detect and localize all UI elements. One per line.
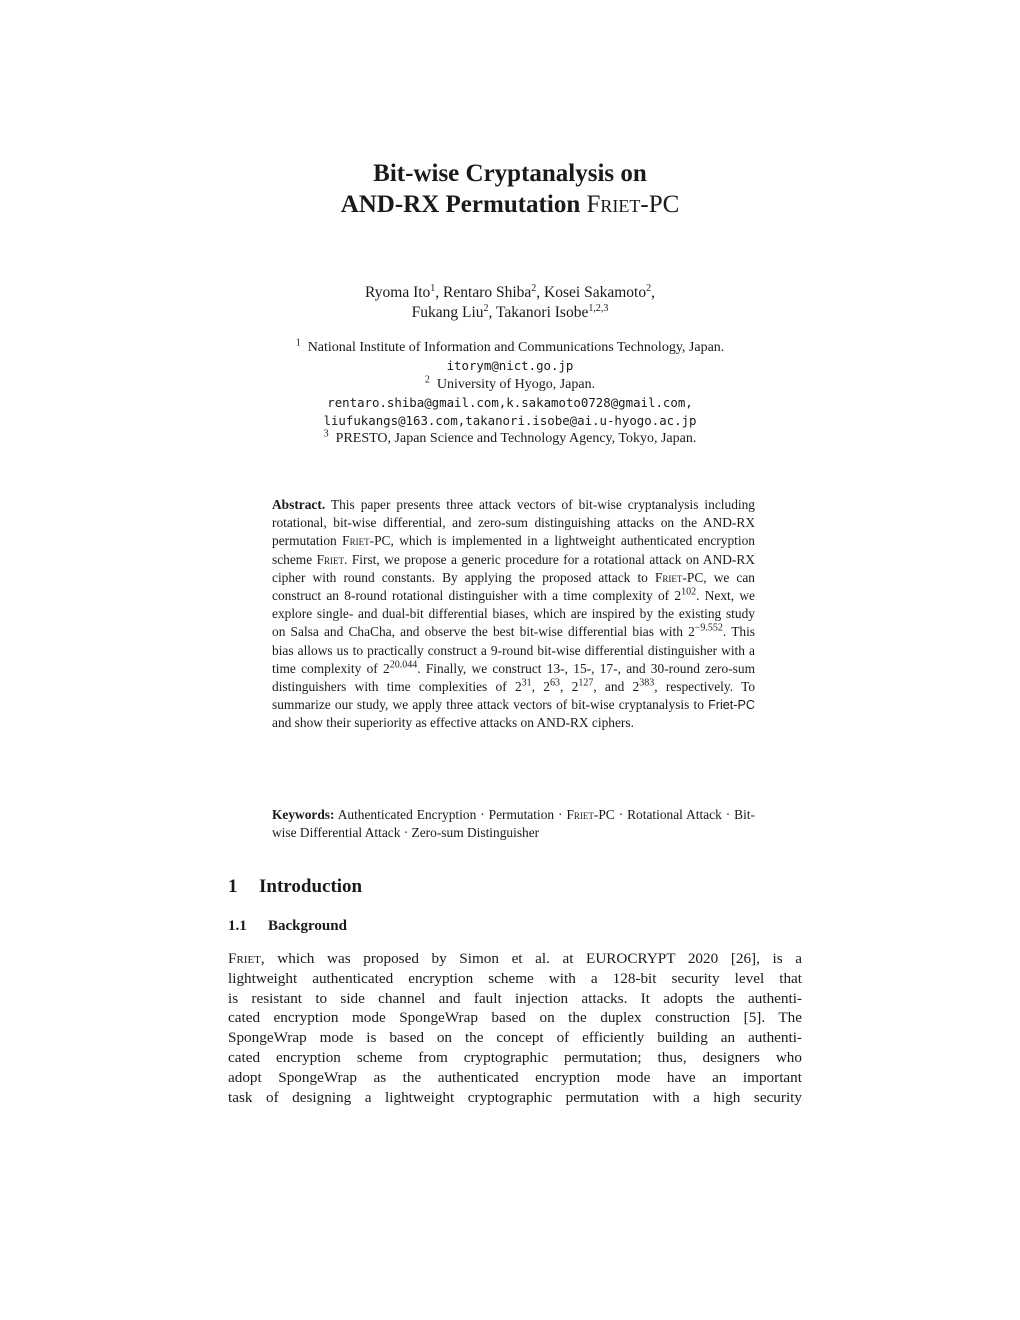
affiliations xyxy=(0,339,1020,449)
keywords: Keywords: Authenticated Encryption · Permutation · Friet-PC · Rotational Attack · Bit-wise Differential Attack · Zero-sum Distinguisher xyxy=(272,807,755,841)
body-line: SpongeWrap mode is based on the concept of efficiently building an authenti- xyxy=(228,1029,802,1047)
body-line: adopt SpongeWrap as the authenticated encryption mode have an important xyxy=(228,1068,802,1086)
title-line-1: Bit-wise Cryptanalysis on xyxy=(373,160,647,187)
affiliation-1: $^1$ National Institute of Information and Communications Technology, Japan. xyxy=(295,337,725,355)
title-cipher-name: Friet-PC xyxy=(586,191,680,218)
author-name: Fukang Liu xyxy=(411,304,484,321)
section-heading: 1 Introduction xyxy=(228,876,363,897)
affiliation-2: $^2$ University of Hyogo, Japan. xyxy=(424,373,596,392)
abstract: Abstract. This paper presents three attack vectors of bit-wise cryptanalysis including rotational, bit-wise differential, and zero-sum distinguishing attacks on the AND-RX permutation Friet-PC, which is implemented in a lightweight authenticated encryption scheme Friet. First, we propose a generic procedure for a rotational attack on AND-RX cipher with round constants. By applying the proposed attack to Friet-PC, we can construct an 8-round rotational distinguisher with a time complexity of $2^{102}$. Next, we explore single- and dual-bit differential biases, which are inspired by the existing study on Salsa and ChaCha, and observe the best bit-wise differential bias with $2^{-9.552}$. This bias allows us to practically construct a 9-round bit-wise differential distinguisher with a time complexity of $2^{20.044}$. Finally, we construct 13-, 15-, 17-, and 30-round zero-sum distinguishers with time complexities of $2^{31}$, $2^{63}$, $2^{127}$, and $2^{383}$, respectively. To summarize our study, we apply three attack vectors of bit-wise cryptanalysis to Friet-PC and show their superiority as effective attacks on AND-RX ciphers. xyxy=(272,497,756,731)
body-line: Friet, which was proposed by Simon et al. at EUROCRYPT 2020 [26], is a xyxy=(228,950,802,967)
author-name: Takanori Isobe xyxy=(496,304,589,321)
abstract-label: Abstract. xyxy=(272,497,326,512)
author-list xyxy=(0,283,1020,323)
body-line: cated encryption scheme from cryptographic permutation; thus, designers who xyxy=(228,1048,802,1066)
affiliation-1-email[interactable]: itorym@nict.go.jp xyxy=(446,358,574,374)
keywords-label: Keywords: xyxy=(272,807,335,822)
body-line: lightweight authenticated encryption scheme with a 128-bit security level that xyxy=(228,969,802,987)
body-line: task of designing a lightweight cryptographic permutation with a high security xyxy=(228,1088,802,1106)
author-line-2: Fukang Liu$^2$, Takanori Isobe$^{1,2,3}$ xyxy=(411,302,609,321)
author-name: Rentaro Shiba xyxy=(443,284,532,301)
author-name: Ryoma Ito xyxy=(365,284,431,301)
author-name: Kosei Sakamoto xyxy=(544,284,647,301)
affiliation-3: $^3$ PRESTO, Japan Science and Technology Agency, Tokyo, Japan. xyxy=(323,428,697,447)
paper-title xyxy=(0,158,1020,220)
body-line: is resistant to side channel and fault injection attacks. It adopts the authenti- xyxy=(228,989,802,1007)
title-line-2: AND-RX Permutation Friet-PC xyxy=(340,191,680,218)
affiliation-2-email-line-1[interactable]: rentaro.shiba@gmail.com,k.sakamoto0728@gmail.com, xyxy=(327,394,693,410)
subsection-heading: 1.1 Background xyxy=(228,918,347,934)
author-line-1: Ryoma Ito$^1$, Rentaro Shiba$^2$, Kosei Sakamoto$^2$, xyxy=(365,282,655,301)
body-line: cated encryption mode SpongeWrap based on the duplex construction [5]. The xyxy=(228,1009,802,1027)
affiliation-2-email-line-2[interactable]: liufukangs@163.com,takanori.isobe@ai.u-hyogo.ac.jp xyxy=(323,413,697,429)
body-paragraph xyxy=(228,949,802,1107)
